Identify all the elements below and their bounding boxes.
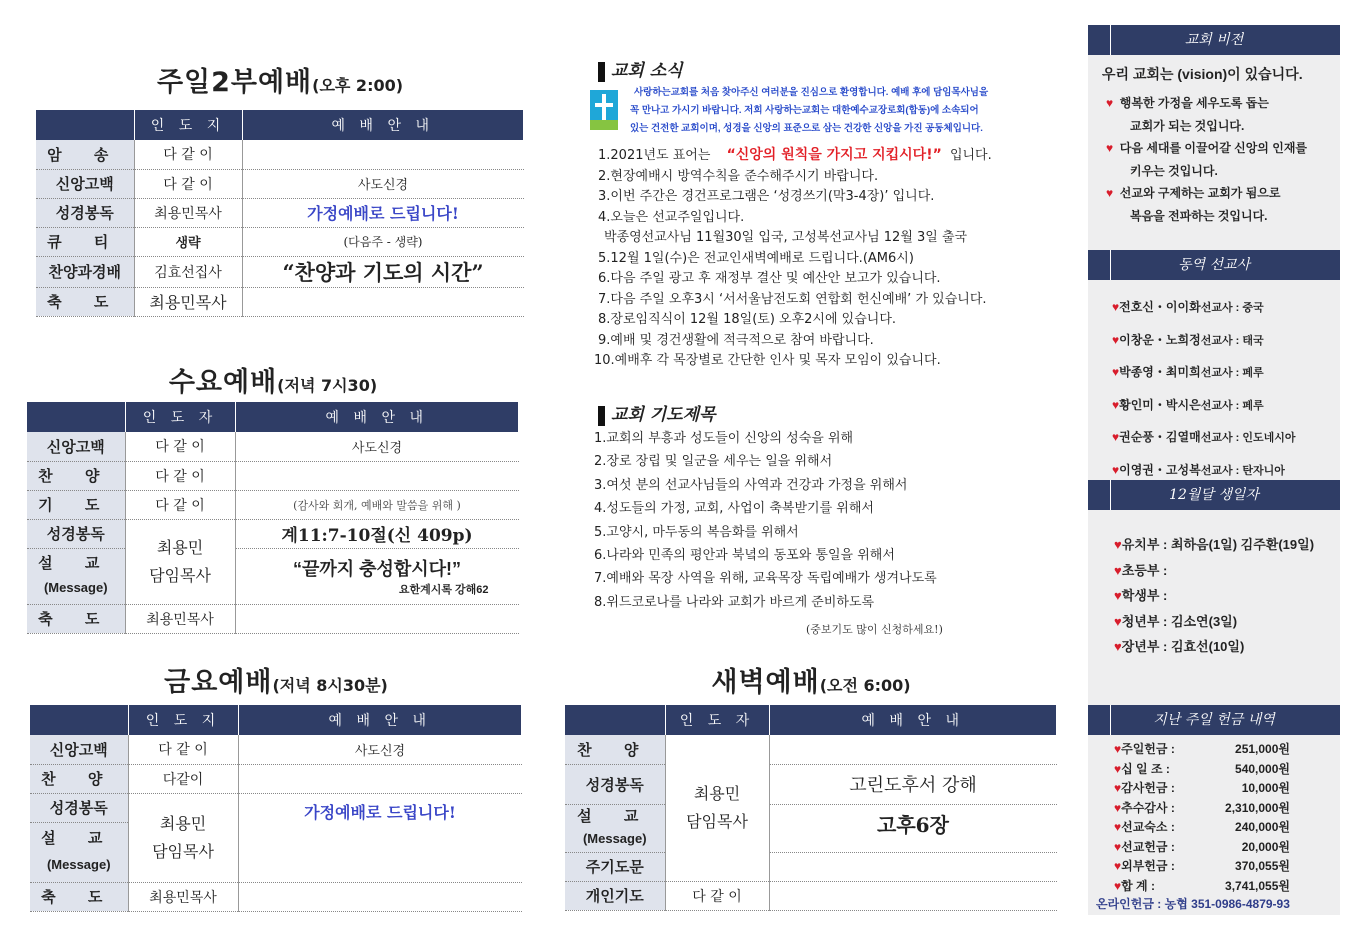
vision-heading: 교회 비전 xyxy=(1088,25,1340,55)
table-row xyxy=(36,169,524,198)
table-row xyxy=(27,519,519,548)
heart-icon: ♥ xyxy=(1114,613,1122,629)
table-row xyxy=(30,764,522,793)
vision-intro: 우리 교회는 (vision)이 있습니다. xyxy=(1102,66,1303,82)
row-leader: 다같이 xyxy=(128,764,238,793)
heart-icon: ♥ xyxy=(1112,300,1120,314)
welcome-text: 사랑하는교회를 처음 찾아주신 여러분을 진심으로 환영합니다. 예배 후에 담임목사님을 꼭 만나고 가시기 바랍니다. 저희 사랑하는교회는 대한예수교장로회(합동)에 소속되어 있는 건전한 교회이며, 성경을 신앙의 표준으로 삼는 건강한 신앙을 가진 공동체입니다. xyxy=(630,87,989,134)
table-row xyxy=(27,490,519,519)
row-leader: 김효선집사 xyxy=(134,256,242,287)
row-info: 가정예배로 드립니다! xyxy=(238,793,522,882)
vision-list: ♥ 행복한 가정을 세우도록 돕는 교회가 되는 것입니다. ♥ 다음 세대를 이끌어갈 신앙의 인재를 키우는 것입니다. ♥ 선교와 구제하는 교회가 됨으로 복음을 전파하는 것입니다. xyxy=(1106,92,1307,227)
heart-icon: ♥ xyxy=(1106,96,1114,110)
list-item: 1.2021년도 표어는 “신앙의 원칙을 가지고 지킵시다!” 입니다. xyxy=(598,147,992,163)
row-label: 찬 양 xyxy=(565,735,665,764)
heart-icon: ♥ xyxy=(1114,761,1122,776)
wednesday-title: 수요예배(저녁 7시30) xyxy=(168,367,378,398)
list-item: ♥황인미・박시은선교사 : 페루 xyxy=(1112,397,1264,412)
heart-icon: ♥ xyxy=(1106,186,1114,200)
row-label: 축 도 xyxy=(36,287,134,316)
prayer-note: (중보기도 많이 신청하세요!) xyxy=(806,623,943,636)
list-item: ♥청년부 : 김소연(3일) xyxy=(1114,613,1238,629)
missionaries-heading: 동역 선교사 xyxy=(1088,250,1340,280)
table-row xyxy=(36,227,524,256)
row-info xyxy=(769,735,1057,764)
table-row xyxy=(27,461,519,490)
cross-icon xyxy=(590,90,618,130)
list-item: 박종영선교사님 11월30일 입국, 고성복선교사님 12월 3일 출국 xyxy=(604,230,968,245)
list-item: 2.장로 장립 및 일군을 세우는 일을 위해서 xyxy=(594,454,833,470)
list-item: 7.다음 주일 오후3시 ‘서서울남전도회 연합회 헌신예배’ 가 있습니다. xyxy=(598,291,987,307)
table-row xyxy=(36,140,524,169)
heart-icon: ♥ xyxy=(1112,462,1120,477)
row-label: 기 도 xyxy=(27,490,125,519)
row-leader: 다 같 이 xyxy=(125,432,235,461)
row-label: 축 도 xyxy=(30,882,128,911)
list-item: 9.예배 및 경건생활에 적극적으로 참여 바랍니다. xyxy=(598,332,874,348)
heart-icon: ♥ xyxy=(1114,781,1122,795)
list-item: ♥감사헌금 : 10,000원 xyxy=(1114,781,1290,795)
row-label: 신앙고백 xyxy=(27,432,125,461)
heart-icon: ♥ xyxy=(1106,141,1114,155)
row-label: 큐 티 xyxy=(36,227,134,256)
row-info: 계11:7-10절(신 409p) xyxy=(235,519,519,548)
list-item: 10.예배후 각 목장별로 간단한 인사 및 목자 모임이 있습니다. xyxy=(594,353,941,368)
prayer-list xyxy=(594,427,937,614)
list-item: ♥추수감사 : 2,310,000원 xyxy=(1114,800,1290,815)
list-item: 6.나라와 민족의 평안과 북녘의 동포와 통일을 위해서 xyxy=(594,548,895,564)
row-label: 설 교 (Message) xyxy=(30,822,128,882)
row-leader: 다 같 이 xyxy=(125,490,235,519)
heart-icon: ♥ xyxy=(1114,800,1122,815)
sermon-info: “끝까지 충성합시다!” 요한계시록 강해62 xyxy=(235,548,519,604)
list-item: ♥ 다음 세대를 이끌어갈 신앙의 인재를 xyxy=(1106,141,1308,155)
list-item: 8.위드코로나를 나라와 교회가 바르게 준비하도록 xyxy=(594,594,875,610)
sunday-table xyxy=(36,110,524,317)
row-label: 설 교 (Message) xyxy=(27,548,125,604)
heart-icon: ♥ xyxy=(1114,742,1122,756)
list-item: ♥초등부 : xyxy=(1114,562,1168,578)
table-row xyxy=(565,735,1057,764)
heart-icon: ♥ xyxy=(1114,639,1122,654)
list-item: ♥이창운・노희정선교사 : 태국 xyxy=(1112,332,1264,347)
table-row xyxy=(565,804,1057,852)
list-item: 6.다음 주일 광고 후 재정부 결산 및 예산안 보고가 있습니다. xyxy=(598,271,941,286)
list-item: ♥학생부 : xyxy=(1114,588,1168,603)
row-label: 축 도 xyxy=(27,604,125,633)
row-info xyxy=(235,604,519,633)
row-leader: 최용민목사 xyxy=(128,882,238,911)
offering-list xyxy=(1114,740,1290,896)
news-title: 교회 소식 xyxy=(598,56,683,82)
news-list xyxy=(594,145,992,372)
list-item: 5.고양시, 마두동의 복음화를 위해서 xyxy=(594,524,799,540)
row-label: 주기도문 xyxy=(565,852,665,881)
row-info: 사도신경 xyxy=(235,432,519,461)
list-item: ♥유치부 : 최하음(1일) 김주환(19일) xyxy=(1114,537,1315,552)
row-leader: 최용민목사 xyxy=(134,198,242,227)
list-item: 4.오늘은 선교주일입니다. xyxy=(598,209,745,225)
row-info xyxy=(238,882,522,911)
table-row xyxy=(27,604,519,633)
birthday-list xyxy=(1114,532,1314,660)
row-label: 설 교 (Message) xyxy=(565,804,665,852)
row-label: 성경봉독 xyxy=(30,793,128,822)
row-leader: 다 같 이 xyxy=(134,140,242,169)
table-row xyxy=(36,198,524,227)
missionaries-list xyxy=(1112,292,1295,487)
row-info: 사도신경 xyxy=(242,169,524,198)
row-info: 고린도후서 강해 xyxy=(769,764,1057,804)
row-label: 찬양과경배 xyxy=(36,256,134,287)
row-info: “찬양과 기도의 시간” xyxy=(242,256,524,287)
row-label: 개인기도 xyxy=(565,881,665,910)
list-item: 8.장로임직식이 12월 18일(토) 오후2시에 있습니다. xyxy=(598,312,897,327)
list-item: ♥ 행복한 가정을 세우도록 돕는 xyxy=(1106,96,1269,110)
table-row xyxy=(27,432,519,461)
list-item: ♥ 선교와 구제하는 교회가 됨으로 xyxy=(1106,186,1281,200)
list-item: ♥선교헌금 : 20,000원 xyxy=(1114,839,1290,854)
heart-icon: ♥ xyxy=(1114,878,1122,893)
list-item: 2.현장예배시 방역수칙을 준수해주시기 바랍니다. xyxy=(598,168,879,184)
row-info: 고후6장 xyxy=(769,804,1057,852)
table-row xyxy=(30,735,522,764)
merged-leader: 최용민 담임목사 xyxy=(665,735,769,881)
sunday-head-leader: 인 도 지 xyxy=(134,110,242,140)
row-label: 성경봉독 xyxy=(565,764,665,804)
row-info: (감사와 회개, 예배와 말씀을 위해 ) xyxy=(235,490,519,519)
heart-icon: ♥ xyxy=(1114,537,1122,552)
row-info: 사도신경 xyxy=(238,735,522,764)
list-item: 4.성도들의 가정, 교회, 사업이 축복받기를 위해서 xyxy=(594,501,874,517)
heart-icon: ♥ xyxy=(1114,562,1122,578)
row-leader: 다 같 이 xyxy=(665,881,769,910)
row-label: 암 송 xyxy=(36,140,134,169)
row-leader: 다 같 이 xyxy=(128,735,238,764)
list-item: ♥장년부 : 김효선(10일) xyxy=(1114,639,1245,654)
dawn-title: 새벽예배(오전 6:00) xyxy=(711,667,911,698)
row-label: 찬 양 xyxy=(27,461,125,490)
list-item: ♥주일헌금 : 251,000원 xyxy=(1114,742,1290,756)
online-offering: 온라인헌금 : 농협 351-0986-4879-93 xyxy=(1096,897,1290,911)
table-row xyxy=(36,256,524,287)
list-item: ♥박종영・최미희선교사 : 페루 xyxy=(1112,365,1264,379)
friday-table xyxy=(30,705,522,912)
row-info xyxy=(242,140,524,169)
row-info xyxy=(769,881,1057,910)
row-info xyxy=(242,287,524,316)
table-row xyxy=(565,852,1057,881)
merged-leader: 최용민 담임목사 xyxy=(125,519,235,604)
list-item: ♥합 계 : 3,741,055원 xyxy=(1114,878,1290,893)
row-leader: 다 같 이 xyxy=(134,169,242,198)
table-row xyxy=(30,882,522,911)
list-item: 7.예배와 목장 사역을 위해, 교육목장 독립예배가 생겨나도록 xyxy=(594,571,937,587)
friday-title: 금요예배(저녁 8시30분) xyxy=(164,667,388,698)
row-label: 찬 양 xyxy=(30,764,128,793)
heart-icon: ♥ xyxy=(1114,588,1122,603)
heart-icon: ♥ xyxy=(1114,839,1122,854)
birthday-heading: 12월달 생일자 xyxy=(1088,480,1340,510)
row-info: 가정예배로 드립니다! xyxy=(242,198,524,227)
wednesday-table xyxy=(27,402,519,634)
heart-icon: ♥ xyxy=(1114,859,1122,873)
list-item: ♥권순풍・김열매선교사 : 인도네시아 xyxy=(1112,430,1296,444)
sunday-head-info: 예 배 안 내 xyxy=(242,110,524,140)
row-label: 성경봉독 xyxy=(27,519,125,548)
dawn-head-leader: 인 도 자 xyxy=(665,705,769,735)
wednesday-head-info: 예 배 안 내 xyxy=(235,402,519,432)
row-leader: 생략 xyxy=(134,227,242,256)
list-item: ♥전호신・이이화선교사 : 중국 xyxy=(1112,300,1264,314)
row-leader: 최용민목사 xyxy=(125,604,235,633)
table-row xyxy=(27,548,519,604)
wednesday-head-leader: 인 도 자 xyxy=(125,402,235,432)
table-row xyxy=(36,287,524,316)
table-row xyxy=(30,793,522,822)
table-row xyxy=(565,764,1057,804)
list-item: 5.12월 1일(수)은 전교인새벽예배로 드립니다.(AM6시) xyxy=(598,250,914,266)
row-label: 신앙고백 xyxy=(36,169,134,198)
friday-head-info: 예 배 안 내 xyxy=(238,705,522,735)
friday-head-leader: 인 도 지 xyxy=(128,705,238,735)
row-info xyxy=(238,764,522,793)
heart-icon: ♥ xyxy=(1112,332,1120,347)
list-item: 3.이번 주간은 경건프로그램은 ‘성경쓰기(막3-4장)’ 입니다. xyxy=(598,189,935,204)
row-label: 성경봉독 xyxy=(36,198,134,227)
dawn-table xyxy=(565,705,1057,911)
heart-icon: ♥ xyxy=(1112,365,1120,379)
row-leader: 최용민목사 xyxy=(134,287,242,316)
table-row xyxy=(565,881,1057,910)
heart-icon: ♥ xyxy=(1114,820,1122,834)
prayer-title: 교회 기도제목 xyxy=(598,400,715,426)
merged-leader: 최용민 담임목사 xyxy=(128,793,238,882)
list-item: ♥선교숙소 : 240,000원 xyxy=(1114,820,1290,834)
list-item: ♥외부헌금 : 370,055원 xyxy=(1114,859,1290,873)
list-item: 3.여섯 분의 선교사님들의 사역과 건강과 가정을 위해서 xyxy=(594,477,908,493)
dawn-head-info: 예 배 안 내 xyxy=(769,705,1057,735)
row-label: 신앙고백 xyxy=(30,735,128,764)
heart-icon: ♥ xyxy=(1112,430,1120,444)
row-leader: 다 같 이 xyxy=(125,461,235,490)
offering-heading: 지난 주일 헌금 내역 xyxy=(1088,705,1340,735)
row-info xyxy=(235,461,519,490)
list-item: ♥십 일 조 : 540,000원 xyxy=(1114,761,1290,776)
list-item: ♥이영권・고성복선교사 : 탄자니아 xyxy=(1112,462,1285,477)
row-info xyxy=(769,852,1057,881)
sunday-title: 주일2부예배(오후 2:00) xyxy=(156,67,404,98)
list-item: 1.교회의 부흥과 성도들이 신앙의 성숙을 위해 xyxy=(594,431,854,446)
heart-icon: ♥ xyxy=(1112,397,1120,412)
row-info: (다음주 - 생략) xyxy=(242,227,524,256)
